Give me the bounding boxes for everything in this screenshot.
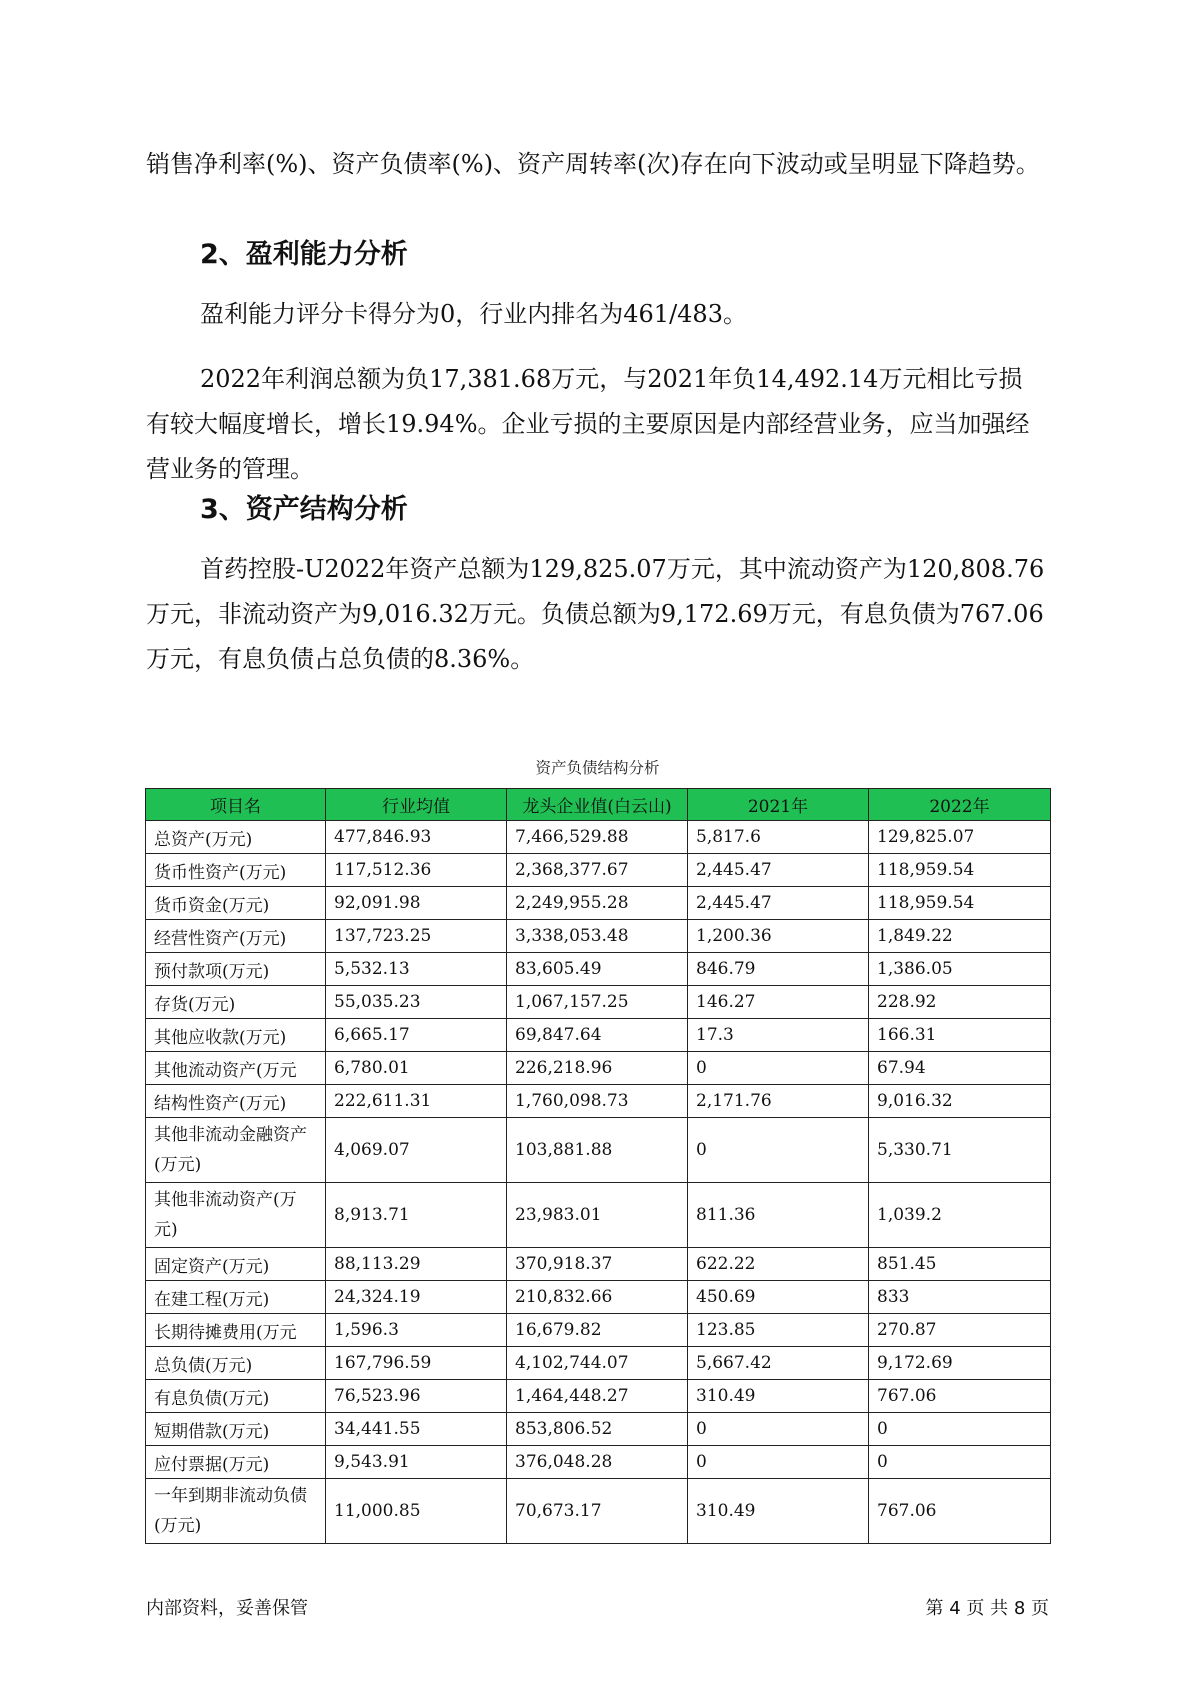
table-cell: 24,324.19 — [326, 1281, 507, 1314]
row-label-cell: 固定资产(万元) — [146, 1248, 326, 1281]
table-cell: 0 — [688, 1118, 869, 1183]
table-cell: 4,069.07 — [326, 1118, 507, 1183]
table-cell: 226,218.96 — [507, 1052, 688, 1085]
table-cell: 129,825.07 — [869, 821, 1051, 854]
paragraph-profit: 2022年利润总额为负17,381.68万元，与2021年负14,492.14万元相比亏损有较大幅度增长，增长19.94%。企业亏损的主要原因是内部经营业务，应当加强经营业务的管理。 — [146, 365, 1030, 483]
table-cell: 1,760,098.73 — [507, 1085, 688, 1118]
table-cell: 2,368,377.67 — [507, 854, 688, 887]
table-row — [146, 1347, 1051, 1380]
table-cell: 1,596.3 — [326, 1314, 507, 1347]
table-cell: 0 — [688, 1446, 869, 1479]
table-row — [146, 1248, 1051, 1281]
row-label-cell: 长期待摊费用(万元 — [146, 1314, 326, 1347]
table-cell: 222,611.31 — [326, 1085, 507, 1118]
table-cell: 7,466,529.88 — [507, 821, 688, 854]
table-cell: 622.22 — [688, 1248, 869, 1281]
table-cell: 69,847.64 — [507, 1019, 688, 1052]
table-row — [146, 1118, 1051, 1183]
table-cell: 0 — [869, 1413, 1051, 1446]
table-cell: 9,016.32 — [869, 1085, 1051, 1118]
table-row — [146, 821, 1051, 854]
table-row — [146, 1085, 1051, 1118]
table-cell: 118,959.54 — [869, 887, 1051, 920]
paragraph-trend: 销售净利率(%)、资产负债率(%)、资产周转率(次)存在向下波动或呈明显下降趋势。 — [146, 150, 1040, 178]
section-heading-profitability: 2、盈利能力分析 — [200, 239, 408, 270]
paragraph-score: 盈利能力评分卡得分为0，行业内排名为461/483。 — [200, 300, 747, 328]
header-year-2022: 2022年 — [869, 789, 1051, 821]
table-cell: 34,441.55 — [326, 1413, 507, 1446]
table-cell: 210,832.66 — [507, 1281, 688, 1314]
section-heading-asset-structure: 3、资产结构分析 — [200, 494, 408, 525]
header-item-name: 项目名 — [146, 789, 326, 821]
row-label-cell: 结构性资产(万元) — [146, 1085, 326, 1118]
table-cell: 2,249,955.28 — [507, 887, 688, 920]
table-cell: 5,330.71 — [869, 1118, 1051, 1183]
table-cell: 3,338,053.48 — [507, 920, 688, 953]
table-cell: 833 — [869, 1281, 1051, 1314]
table-cell: 5,817.6 — [688, 821, 869, 854]
table-cell: 118,959.54 — [869, 854, 1051, 887]
table-cell: 2,445.47 — [688, 854, 869, 887]
table-cell: 123.85 — [688, 1314, 869, 1347]
table-caption: 资产负债结构分析 — [535, 759, 660, 777]
table-cell: 4,102,744.07 — [507, 1347, 688, 1380]
table-cell: 137,723.25 — [326, 920, 507, 953]
row-label-cell: 货币性资产(万元) — [146, 854, 326, 887]
table-header-row — [146, 789, 1051, 821]
header-leader-value: 龙头企业值(白云山) — [507, 789, 688, 821]
table-cell: 270.87 — [869, 1314, 1051, 1347]
table-row — [146, 887, 1051, 920]
table-cell: 450.69 — [688, 1281, 869, 1314]
table-cell: 67.94 — [869, 1052, 1051, 1085]
row-label-cell: 其他非流动资产(万元) — [146, 1183, 326, 1248]
table-cell: 228.92 — [869, 986, 1051, 1019]
asset-liability-table — [145, 788, 1051, 1544]
footer-confidential: 内部资料，妥善保管 — [146, 1598, 308, 1619]
table-cell: 88,113.29 — [326, 1248, 507, 1281]
row-label-cell: 预付款项(万元) — [146, 953, 326, 986]
table-row — [146, 1019, 1051, 1052]
table-cell: 5,532.13 — [326, 953, 507, 986]
row-label-cell: 其他应收款(万元) — [146, 1019, 326, 1052]
table-cell: 853,806.52 — [507, 1413, 688, 1446]
table-cell: 23,983.01 — [507, 1183, 688, 1248]
table-cell: 6,665.17 — [326, 1019, 507, 1052]
table-cell: 0 — [688, 1413, 869, 1446]
table-cell: 767.06 — [869, 1380, 1051, 1413]
table-cell: 1,849.22 — [869, 920, 1051, 953]
table-row — [146, 1380, 1051, 1413]
table-cell: 0 — [869, 1446, 1051, 1479]
row-label-cell: 其他流动资产(万元 — [146, 1052, 326, 1085]
table-cell: 0 — [688, 1052, 869, 1085]
row-label-cell: 一年到期非流动负债(万元) — [146, 1479, 326, 1544]
table-cell: 851.45 — [869, 1248, 1051, 1281]
header-year-2021: 2021年 — [688, 789, 869, 821]
row-label-cell: 有息负债(万元) — [146, 1380, 326, 1413]
table-cell: 167,796.59 — [326, 1347, 507, 1380]
table-row — [146, 1479, 1051, 1544]
table-cell: 767.06 — [869, 1479, 1051, 1544]
table-body — [146, 821, 1051, 1544]
table-cell: 103,881.88 — [507, 1118, 688, 1183]
row-label-cell: 存货(万元) — [146, 986, 326, 1019]
table-row — [146, 986, 1051, 1019]
table-cell: 9,172.69 — [869, 1347, 1051, 1380]
table-cell: 5,667.42 — [688, 1347, 869, 1380]
table-cell: 55,035.23 — [326, 986, 507, 1019]
table-cell: 6,780.01 — [326, 1052, 507, 1085]
table-row — [146, 920, 1051, 953]
row-label-cell: 短期借款(万元) — [146, 1413, 326, 1446]
table-cell: 2,445.47 — [688, 887, 869, 920]
table-cell: 146.27 — [688, 986, 869, 1019]
header-industry-average: 行业均值 — [326, 789, 507, 821]
table-cell: 477,846.93 — [326, 821, 507, 854]
table-row — [146, 1052, 1051, 1085]
table-cell: 1,200.36 — [688, 920, 869, 953]
row-label-cell: 应付票据(万元) — [146, 1446, 326, 1479]
row-label-cell: 货币资金(万元) — [146, 887, 326, 920]
table-cell: 310.49 — [688, 1380, 869, 1413]
table-row — [146, 1446, 1051, 1479]
table-cell: 1,039.2 — [869, 1183, 1051, 1248]
table-cell: 11,000.85 — [326, 1479, 507, 1544]
table-cell: 310.49 — [688, 1479, 869, 1544]
row-label-cell: 在建工程(万元) — [146, 1281, 326, 1314]
table-cell: 9,543.91 — [326, 1446, 507, 1479]
table-cell: 70,673.17 — [507, 1479, 688, 1544]
paragraph-assets: 首药控股-U2022年资产总额为129,825.07万元，其中流动资产为120,808.76万元，非流动资产为9,016.32万元。负债总额为9,172.69万元，有息负债为767.06万元，有息负债占总负债的8.36%。 — [146, 555, 1045, 673]
row-label-cell: 总资产(万元) — [146, 821, 326, 854]
row-label-cell: 经营性资产(万元) — [146, 920, 326, 953]
table-cell: 8,913.71 — [326, 1183, 507, 1248]
table-cell: 370,918.37 — [507, 1248, 688, 1281]
table-cell: 92,091.98 — [326, 887, 507, 920]
table-cell: 117,512.36 — [326, 854, 507, 887]
table-row — [146, 953, 1051, 986]
table-row — [146, 1314, 1051, 1347]
row-label-cell: 总负债(万元) — [146, 1347, 326, 1380]
table-cell: 1,386.05 — [869, 953, 1051, 986]
table-cell: 83,605.49 — [507, 953, 688, 986]
row-label-cell: 其他非流动金融资产(万元) — [146, 1118, 326, 1183]
table-cell: 846.79 — [688, 953, 869, 986]
footer-page-number: 第 4 页 共 8 页 — [925, 1598, 1049, 1619]
table-cell: 76,523.96 — [326, 1380, 507, 1413]
table-row — [146, 1413, 1051, 1446]
table-cell: 1,464,448.27 — [507, 1380, 688, 1413]
table-cell: 1,067,157.25 — [507, 986, 688, 1019]
table-cell: 166.31 — [869, 1019, 1051, 1052]
table-cell: 376,048.28 — [507, 1446, 688, 1479]
table-cell: 2,171.76 — [688, 1085, 869, 1118]
table-row — [146, 1281, 1051, 1314]
table-cell: 811.36 — [688, 1183, 869, 1248]
table-row — [146, 854, 1051, 887]
table-cell: 16,679.82 — [507, 1314, 688, 1347]
table-row — [146, 1183, 1051, 1248]
table-cell: 17.3 — [688, 1019, 869, 1052]
